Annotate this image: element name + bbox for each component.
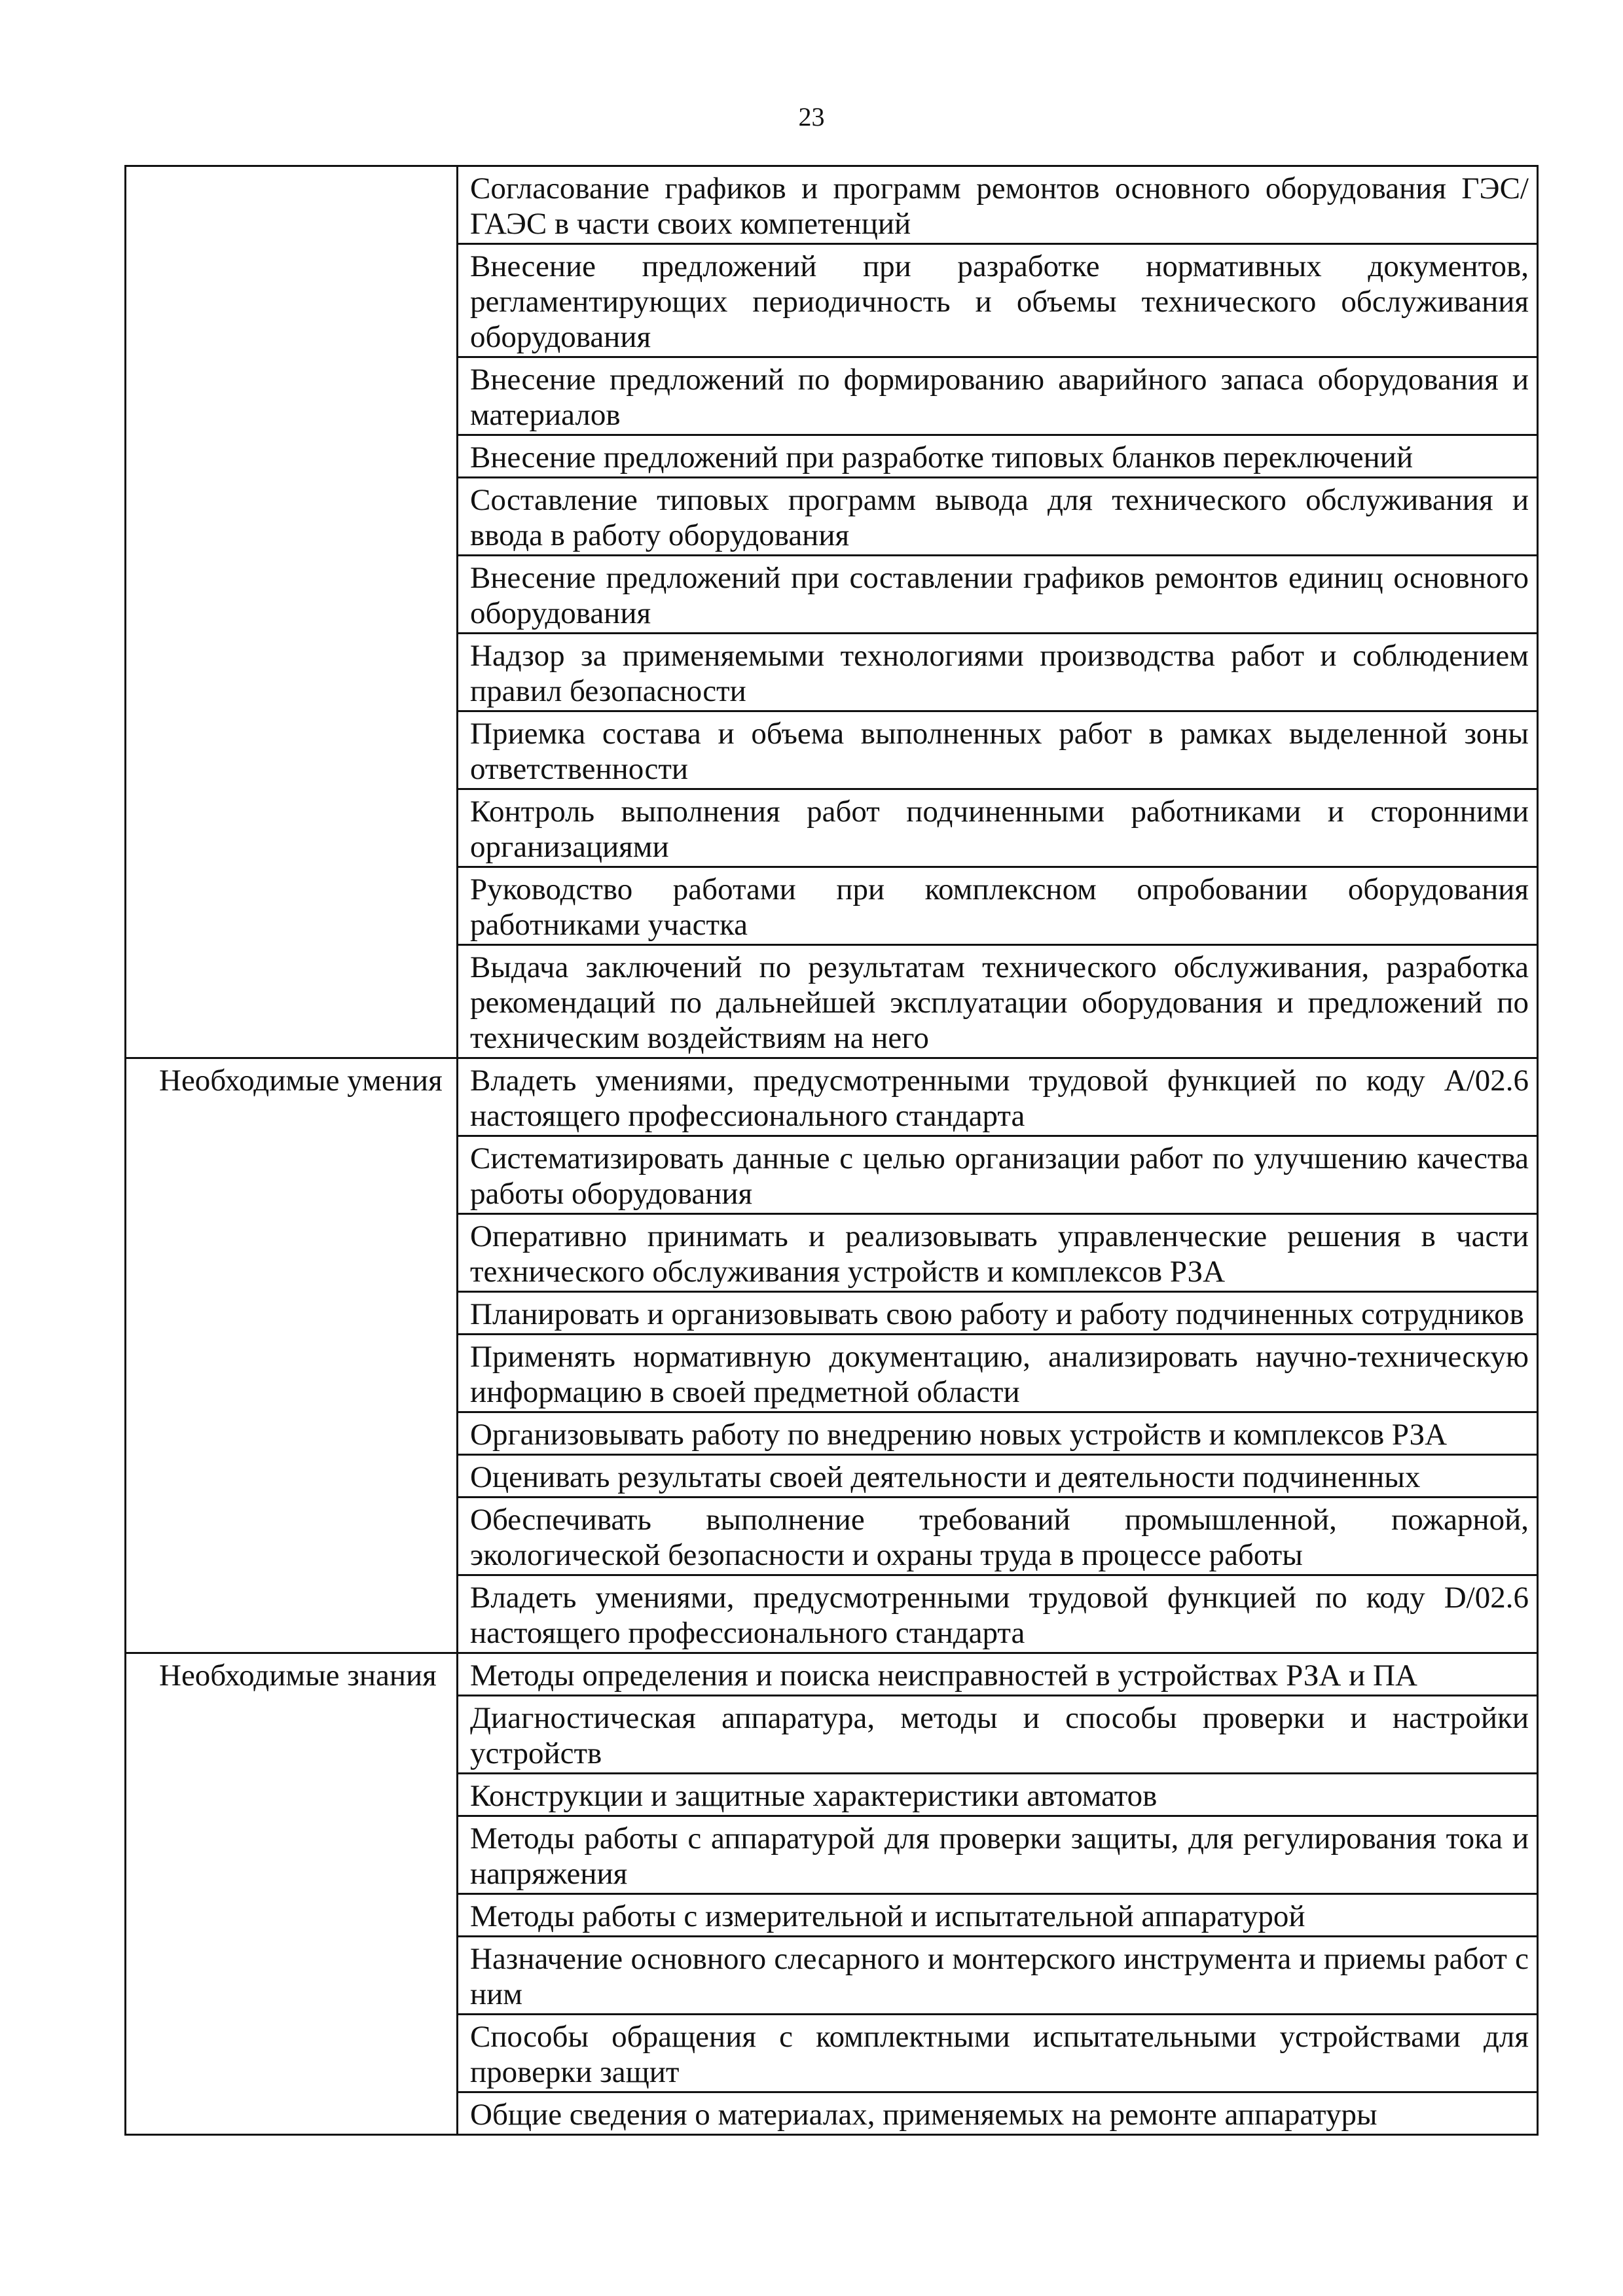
table-body: [126, 166, 1538, 2135]
section-label: [126, 166, 458, 1058]
table-cell-item: Систематизировать данные с целью организации работ по улучшению качества работы оборудования: [458, 1136, 1538, 1214]
table-cell-item: Владеть умениями, предусмотренными трудовой функцией по коду A/02.6 настоящего профессионального стандарта: [458, 1058, 1538, 1136]
table-cell-item: Способы обращения с комплектными испытательными устройствами для проверки защит: [458, 2015, 1538, 2092]
table-cell-item: Конструкции и защитные характеристики автоматов: [458, 1774, 1538, 1816]
table-cell-item: Методы работы с аппаратурой для проверки защиты, для регулирования тока и напряжения: [458, 1816, 1538, 1894]
table-cell-item: Оценивать результаты своей деятельности и деятельности подчиненных: [458, 1455, 1538, 1498]
table-cell-item: Методы определения и поиска неисправностей в устройствах РЗА и ПА: [458, 1653, 1538, 1696]
table-cell-item: Оперативно принимать и реализовывать управленческие решения в части технического обслуживания устройств и комплексов РЗА: [458, 1214, 1538, 1292]
table-cell-item: Составление типовых программ вывода для технического обслуживания и ввода в работу оборудования: [458, 478, 1538, 556]
table-cell-item: Организовывать работу по внедрению новых устройств и комплексов РЗА: [458, 1412, 1538, 1455]
table-row: [126, 1653, 1538, 1696]
table-cell-item: Выдача заключений по результатам технического обслуживания, разработка рекомендаций по дальнейшей эксплуатации оборудования и предложений по техническим воздействиям на него: [458, 945, 1538, 1058]
table-cell-item: Руководство работами при комплексном опробовании оборудования работниками участка: [458, 867, 1538, 945]
table-cell-item: Контроль выполнения работ подчиненными работниками и сторонними организациями: [458, 789, 1538, 867]
table-cell-item: Назначение основного слесарного и монтерского инструмента и приемы работ с ним: [458, 1937, 1538, 2015]
table-row: [126, 1058, 1538, 1136]
competency-table: [124, 165, 1539, 2136]
table-cell-item: Применять нормативную документацию, анализировать научно-техническую информацию в своей предметной области: [458, 1335, 1538, 1412]
page-number: 23: [798, 102, 825, 132]
table-cell-item: Обеспечивать выполнение требований промышленной, пожарной, экологической безопасности и охраны труда в процессе работы: [458, 1498, 1538, 1575]
table-row: [126, 166, 1538, 244]
table-cell-item: Планировать и организовывать свою работу и работу подчиненных сотрудников: [458, 1292, 1538, 1335]
table-cell-item: Общие сведения о материалах, применяемых на ремонте аппаратуры: [458, 2092, 1538, 2135]
table-cell-item: Внесение предложений при разработке нормативных документов, регламентирующих периодичность и объемы технического обслуживания оборудования: [458, 244, 1538, 357]
table-cell-item: Внесение предложений по формированию аварийного запаса оборудования и материалов: [458, 357, 1538, 435]
table-cell-item: Диагностическая аппаратура, методы и способы проверки и настройки устройств: [458, 1696, 1538, 1774]
table-cell-item: Согласование графиков и программ ремонтов основного оборудования ГЭС/ГАЭС в части своих компетенций: [458, 166, 1538, 244]
table-cell-item: Владеть умениями, предусмотренными трудовой функцией по коду D/02.6 настоящего профессионального стандарта: [458, 1575, 1538, 1653]
section-label: Необходимые умения: [126, 1058, 458, 1653]
table-cell-item: Внесение предложений при составлении графиков ремонтов единиц основного оборудования: [458, 556, 1538, 634]
section-label: Необходимые знания: [126, 1653, 458, 2135]
table-cell-item: Внесение предложений при разработке типовых бланков переключений: [458, 435, 1538, 478]
table-cell-item: Надзор за применяемыми технологиями производства работ и соблюдением правил безопасности: [458, 634, 1538, 711]
table-cell-item: Методы работы с измерительной и испытательной аппаратурой: [458, 1894, 1538, 1937]
table-cell-item: Приемка состава и объема выполненных работ в рамках выделенной зоны ответственности: [458, 711, 1538, 789]
